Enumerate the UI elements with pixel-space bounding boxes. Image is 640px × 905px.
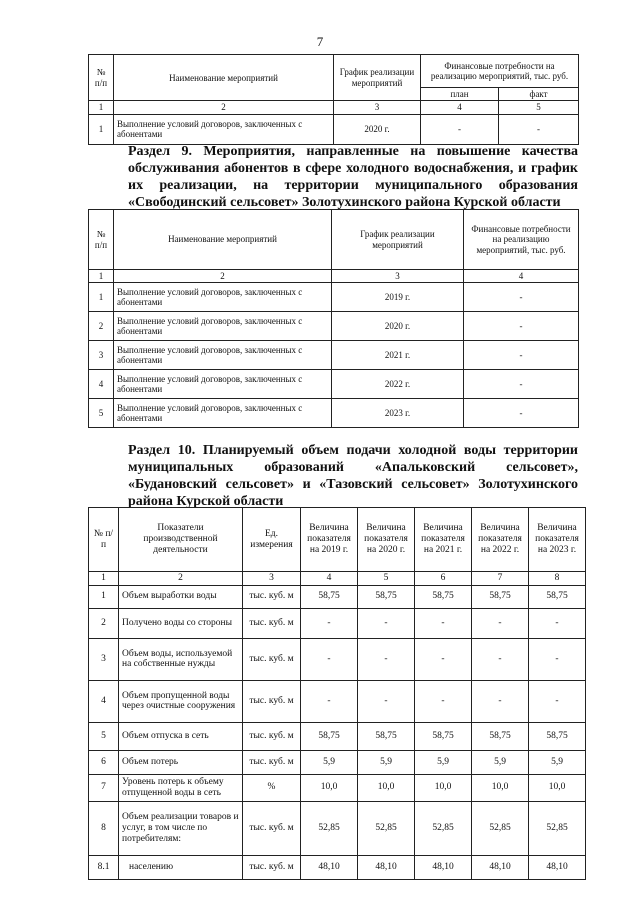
section-9-title: Раздел 9. Мероприятия, направленные на повышение качества обслуживания абонентов в сфере холодного водоснабжения, и график их реализации, на территории муниципального образования «Свободинский сельсовет» Золотухинского района Курской области	[128, 144, 578, 211]
cell-value: 48,10	[415, 855, 472, 879]
cell-unit: тыс. куб. м	[243, 638, 301, 680]
t2-header-schedule: График реализации мероприятий	[332, 210, 464, 270]
cell-unit: тыс. куб. м	[243, 608, 301, 638]
cell-value: 10,0	[415, 774, 472, 801]
cell-num: 5	[89, 399, 114, 428]
cell-value: -	[472, 680, 529, 722]
cell-schedule: 2020 г.	[332, 312, 464, 341]
cell-finance: -	[464, 370, 579, 399]
table-row	[89, 341, 579, 370]
cell-unit: %	[243, 774, 301, 801]
t3-header-num: № п/п	[89, 508, 119, 572]
cell-value: 58,75	[529, 722, 586, 750]
t1-header-schedule: График реализации мероприятий	[334, 55, 421, 101]
table-row	[89, 680, 586, 722]
table-row	[89, 370, 579, 399]
cell-value: -	[301, 680, 358, 722]
section-9-heading	[88, 143, 578, 211]
t3-header-2019: Величина показателя на 2019 г.	[301, 508, 358, 572]
cell-value: -	[472, 638, 529, 680]
cell-value: 10,0	[472, 774, 529, 801]
cell-schedule: 2022 г.	[332, 370, 464, 399]
cell-name: Выполнение условий договоров, заключенных с абонентами	[114, 114, 334, 144]
cell-value: -	[529, 608, 586, 638]
cell-plan: -	[421, 114, 499, 144]
t2-colnum: 3	[332, 270, 464, 283]
cell-num: 5	[89, 722, 119, 750]
table-row	[89, 722, 586, 750]
cell-finance: -	[464, 283, 579, 312]
cell-name: Выполнение условий договоров, заключенных с абонентами	[114, 341, 332, 370]
cell-value: -	[358, 680, 415, 722]
cell-value: 5,9	[529, 750, 586, 774]
cell-schedule: 2021 г.	[332, 341, 464, 370]
cell-num: 4	[89, 370, 114, 399]
cell-schedule: 2019 г.	[332, 283, 464, 312]
cell-indicator: населению	[119, 855, 243, 879]
t1-colnum: 4	[421, 101, 499, 114]
cell-value: 58,75	[529, 585, 586, 608]
section-10-heading	[88, 442, 578, 510]
cell-unit: тыс. куб. м	[243, 750, 301, 774]
table-2	[88, 209, 579, 428]
cell-value: 10,0	[301, 774, 358, 801]
t1-header-num: № п/п	[89, 55, 114, 101]
t3-header-indicator: Показатели производственной деятельности	[119, 508, 243, 572]
table-row	[89, 399, 579, 428]
t1-colnum: 5	[499, 101, 579, 114]
cell-value: -	[358, 638, 415, 680]
cell-value: 5,9	[301, 750, 358, 774]
cell-value: -	[529, 638, 586, 680]
cell-num: 8.1	[89, 855, 119, 879]
cell-name: Выполнение условий договоров, заключенных с абонентами	[114, 283, 332, 312]
table-row	[89, 608, 586, 638]
cell-num: 6	[89, 750, 119, 774]
cell-name: Выполнение условий договоров, заключенных с абонентами	[114, 312, 332, 341]
cell-num: 2	[89, 312, 114, 341]
cell-schedule: 2020 г.	[334, 114, 421, 144]
cell-value: 58,75	[358, 585, 415, 608]
t3-colnum: 6	[415, 572, 472, 586]
t1-header-name: Наименование мероприятий	[114, 55, 334, 101]
t3-colnum: 8	[529, 572, 586, 586]
cell-value: 5,9	[415, 750, 472, 774]
cell-num: 8	[89, 801, 119, 855]
t2-header-name: Наименование мероприятий	[114, 210, 332, 270]
table-1	[88, 54, 579, 145]
table-row	[89, 855, 586, 879]
table-row	[89, 114, 579, 144]
cell-num: 2	[89, 608, 119, 638]
cell-value: -	[301, 608, 358, 638]
table-row	[89, 774, 586, 801]
cell-value: 52,85	[472, 801, 529, 855]
t1-header-fact: факт	[499, 88, 579, 101]
cell-indicator: Объем реализации товаров и услуг, в том числе по потребителям:	[119, 801, 243, 855]
t3-header-2020: Величина показателя на 2020 г.	[358, 508, 415, 572]
t2-header-finance: Финансовые потребности на реализацию мероприятий, тыс. руб.	[464, 210, 579, 270]
cell-indicator: Уровень потерь к объему отпущенной воды в сеть	[119, 774, 243, 801]
cell-value: 48,10	[301, 855, 358, 879]
table-row	[89, 801, 586, 855]
table-row	[89, 283, 579, 312]
cell-value: 48,10	[529, 855, 586, 879]
page-number: 7	[316, 34, 324, 49]
cell-value: 58,75	[415, 722, 472, 750]
cell-num: 1	[89, 114, 114, 144]
t2-colnum: 4	[464, 270, 579, 283]
table-row	[89, 585, 586, 608]
t3-header-2023: Величина показателя на 2023 г.	[529, 508, 586, 572]
cell-value: 52,85	[529, 801, 586, 855]
table-row	[89, 750, 586, 774]
t1-colnum: 2	[114, 101, 334, 114]
cell-indicator: Объем пропущенной воды через очистные сооружения	[119, 680, 243, 722]
t3-colnum: 5	[358, 572, 415, 586]
cell-value: 58,75	[472, 722, 529, 750]
t3-header-2021: Величина показателя на 2021 г.	[415, 508, 472, 572]
cell-value: -	[529, 680, 586, 722]
cell-finance: -	[464, 341, 579, 370]
table-3	[88, 507, 586, 880]
cell-finance: -	[464, 399, 579, 428]
t2-colnum: 1	[89, 270, 114, 283]
t3-colnum: 1	[89, 572, 119, 586]
cell-num: 4	[89, 680, 119, 722]
t2-colnum: 2	[114, 270, 332, 283]
cell-value: 58,75	[472, 585, 529, 608]
cell-value: 5,9	[358, 750, 415, 774]
cell-unit: тыс. куб. м	[243, 585, 301, 608]
cell-indicator: Объем выработки воды	[119, 585, 243, 608]
cell-value: 52,85	[415, 801, 472, 855]
t1-header-finance: Финансовые потребности на реализацию мероприятий, тыс. руб.	[421, 55, 579, 88]
cell-value: 58,75	[301, 722, 358, 750]
cell-fact: -	[499, 114, 579, 144]
table-row	[89, 638, 586, 680]
cell-num: 3	[89, 341, 114, 370]
cell-value: -	[472, 608, 529, 638]
cell-name: Выполнение условий договоров, заключенных с абонентами	[114, 370, 332, 399]
cell-value: -	[415, 608, 472, 638]
cell-value: -	[415, 638, 472, 680]
table-row	[89, 312, 579, 341]
cell-indicator: Объем воды, используемой на собственные нужды	[119, 638, 243, 680]
t2-header-num: № п/п	[89, 210, 114, 270]
cell-schedule: 2023 г.	[332, 399, 464, 428]
cell-num: 1	[89, 585, 119, 608]
cell-value: -	[358, 608, 415, 638]
t1-colnum: 3	[334, 101, 421, 114]
cell-value: 58,75	[301, 585, 358, 608]
cell-name: Выполнение условий договоров, заключенных с абонентами	[114, 399, 332, 428]
cell-value: 5,9	[472, 750, 529, 774]
cell-finance: -	[464, 312, 579, 341]
cell-value: -	[415, 680, 472, 722]
t3-colnum: 7	[472, 572, 529, 586]
cell-value: 10,0	[529, 774, 586, 801]
cell-indicator: Объем потерь	[119, 750, 243, 774]
cell-value: 52,85	[358, 801, 415, 855]
cell-value: 48,10	[472, 855, 529, 879]
t3-colnum: 4	[301, 572, 358, 586]
cell-unit: тыс. куб. м	[243, 801, 301, 855]
cell-value: 58,75	[358, 722, 415, 750]
cell-value: 48,10	[358, 855, 415, 879]
section-10-title: Раздел 10. Планируемый объем подачи холодной воды территории муниципальных образований «Апальковский сельсовет», «Будановский сельсовет» и «Тазовский сельсовет» Золотухинского района Курской области	[128, 443, 578, 510]
cell-num: 7	[89, 774, 119, 801]
cell-value: 10,0	[358, 774, 415, 801]
cell-unit: тыс. куб. м	[243, 680, 301, 722]
cell-value: -	[301, 638, 358, 680]
cell-unit: тыс. куб. м	[243, 722, 301, 750]
cell-unit: тыс. куб. м	[243, 855, 301, 879]
t1-colnum: 1	[89, 101, 114, 114]
t3-colnum: 3	[243, 572, 301, 586]
cell-value: 58,75	[415, 585, 472, 608]
t1-header-plan: план	[421, 88, 499, 101]
cell-indicator: Получено воды со стороны	[119, 608, 243, 638]
cell-value: 52,85	[301, 801, 358, 855]
cell-indicator: Объем отпуска в сеть	[119, 722, 243, 750]
t3-header-2022: Величина показателя на 2022 г.	[472, 508, 529, 572]
t3-colnum: 2	[119, 572, 243, 586]
cell-num: 3	[89, 638, 119, 680]
t3-header-unit: Ед. измерения	[243, 508, 301, 572]
cell-num: 1	[89, 283, 114, 312]
